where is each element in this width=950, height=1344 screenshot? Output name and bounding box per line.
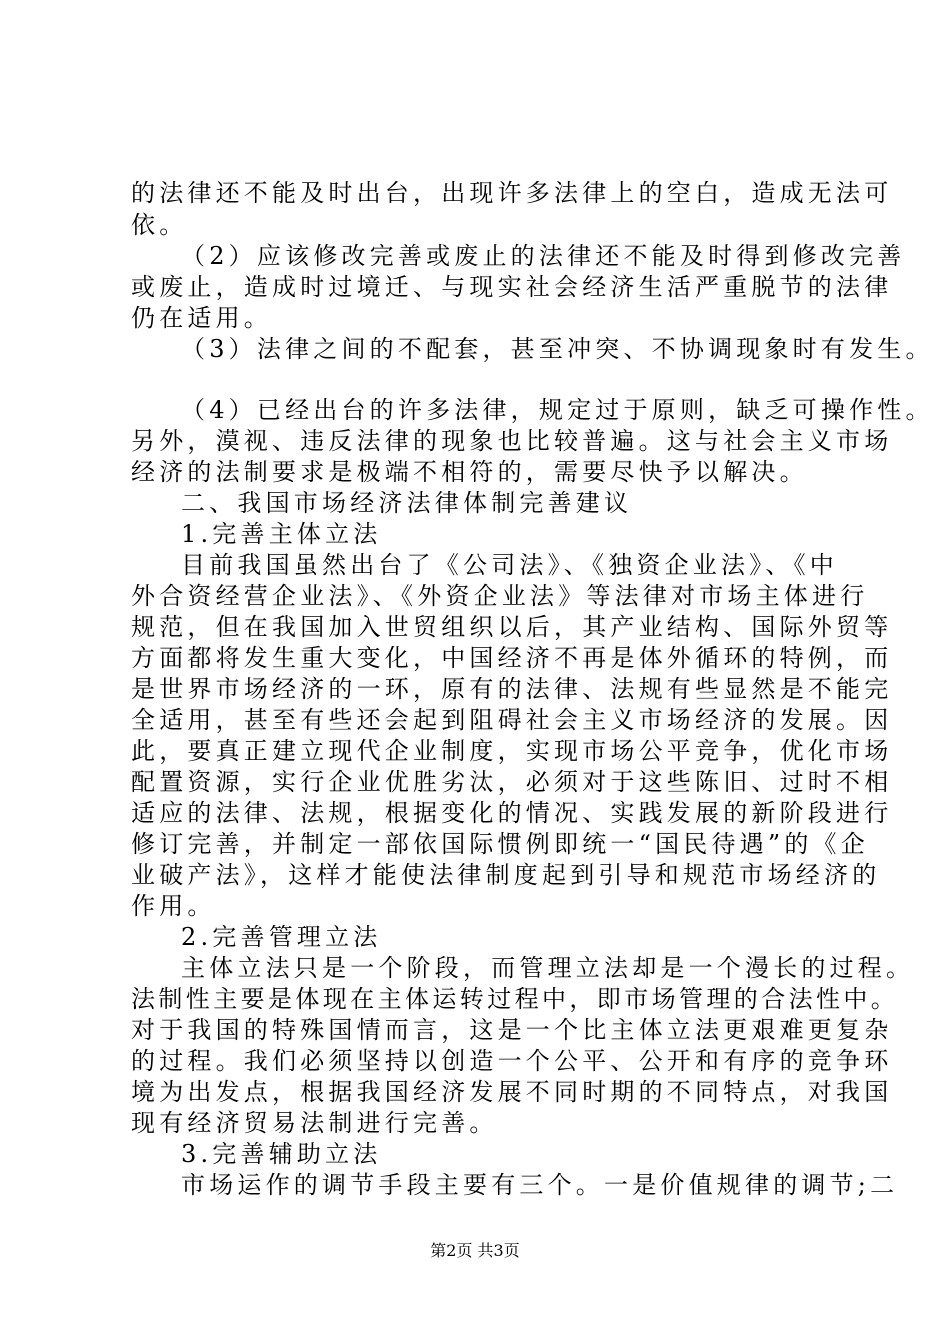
body-line: 现有经济贸易法制进行完善。 <box>131 1109 498 1137</box>
body-line: 法制性主要是体现在主体运转过程中，即市场管理的合法性中。 <box>131 985 899 1013</box>
list-item-4: （4）已经出台的许多法律，规定过于原则，缺乏可操作性。 <box>181 396 934 424</box>
subsection-heading-3: 3.完善辅助立法 <box>181 1140 382 1168</box>
body-line: 规范，但在我国加入世贸组织以后，其产业结构、国际外贸等 <box>131 613 893 641</box>
body-line: 适应的法律、法规，根据变化的情况、实践发展的新阶段进行 <box>131 799 893 827</box>
list-item-2: （2）应该修改完善或废止的法律还不能及时得到修改完善 <box>181 242 906 270</box>
body-line: 对于我国的特殊国情而言，这是一个比主体立法更艰难更复杂 <box>131 1016 893 1044</box>
page-footer: 第2页 共3页 <box>430 1241 520 1260</box>
body-line: 配置资源，实行企业优胜劣汰，必须对于这些陈旧、过时不相 <box>131 768 893 796</box>
body-line: 方面都将发生重大变化，中国经济不再是体外循环的特例，而 <box>131 644 893 672</box>
body-line: 作用。 <box>131 892 216 920</box>
body-line: 另外，漠视、违反法律的现象也比较普遍。这与社会主义市场 <box>131 427 893 455</box>
section-heading: 二、我国市场经济法律体制完善建议 <box>181 489 633 517</box>
body-line: 此，要真正建立现代企业制度，实现市场公平竞争，优化市场 <box>131 737 893 765</box>
paragraph-line: 主体立法只是一个阶段，而管理立法却是一个漫长的过程。 <box>181 954 915 982</box>
body-line: 或废止，造成时过境迁、与现实社会经济生活严重脱节的法律 <box>131 273 893 301</box>
body-line: 依。 <box>131 211 188 239</box>
body-line: 仍在适用。 <box>131 304 272 332</box>
body-line: 是世界市场经济的一环，原有的法律、法规有些显然是不能完 <box>131 675 893 703</box>
body-line: 全适用，甚至有些还会起到阻碍社会主义市场经济的发展。因 <box>131 706 893 734</box>
body-line: 境为出发点，根据我国经济发展不同时期的不同特点，对我国 <box>131 1078 893 1106</box>
body-line: 业破产法》，这样才能使法律制度起到引导和规范市场经济的 <box>131 861 881 889</box>
body-line: 的过程。我们必须坚持以创造一个公平、公开和有序的竞争环 <box>131 1047 893 1075</box>
subsection-heading-1: 1.完善主体立法 <box>181 520 382 548</box>
paragraph-line: 目前我国虽然出台了《公司法》、《独资企业法》、《中 <box>181 551 838 579</box>
body-line: 修订完善，并制定一部依国际惯例即统一“国民待遇”的《企 <box>131 830 869 858</box>
body-line: 经济的法制要求是极端不相符的，需要尽快予以解决。 <box>131 458 808 486</box>
list-item-3: （3）法律之间的不配套，甚至冲突、不协调现象时有发生。 <box>181 335 934 363</box>
body-line: 的法律还不能及时出台，出现许多法律上的空白，造成无法可 <box>131 179 893 207</box>
body-line: 外合资经营企业法》、《外资企业法》等法律对市场主体进行 <box>131 582 869 610</box>
paragraph-line: 市场运作的调节手段主要有三个。一是价值规律的调节;二 <box>181 1171 899 1199</box>
subsection-heading-2: 2.完善管理立法 <box>181 923 382 951</box>
